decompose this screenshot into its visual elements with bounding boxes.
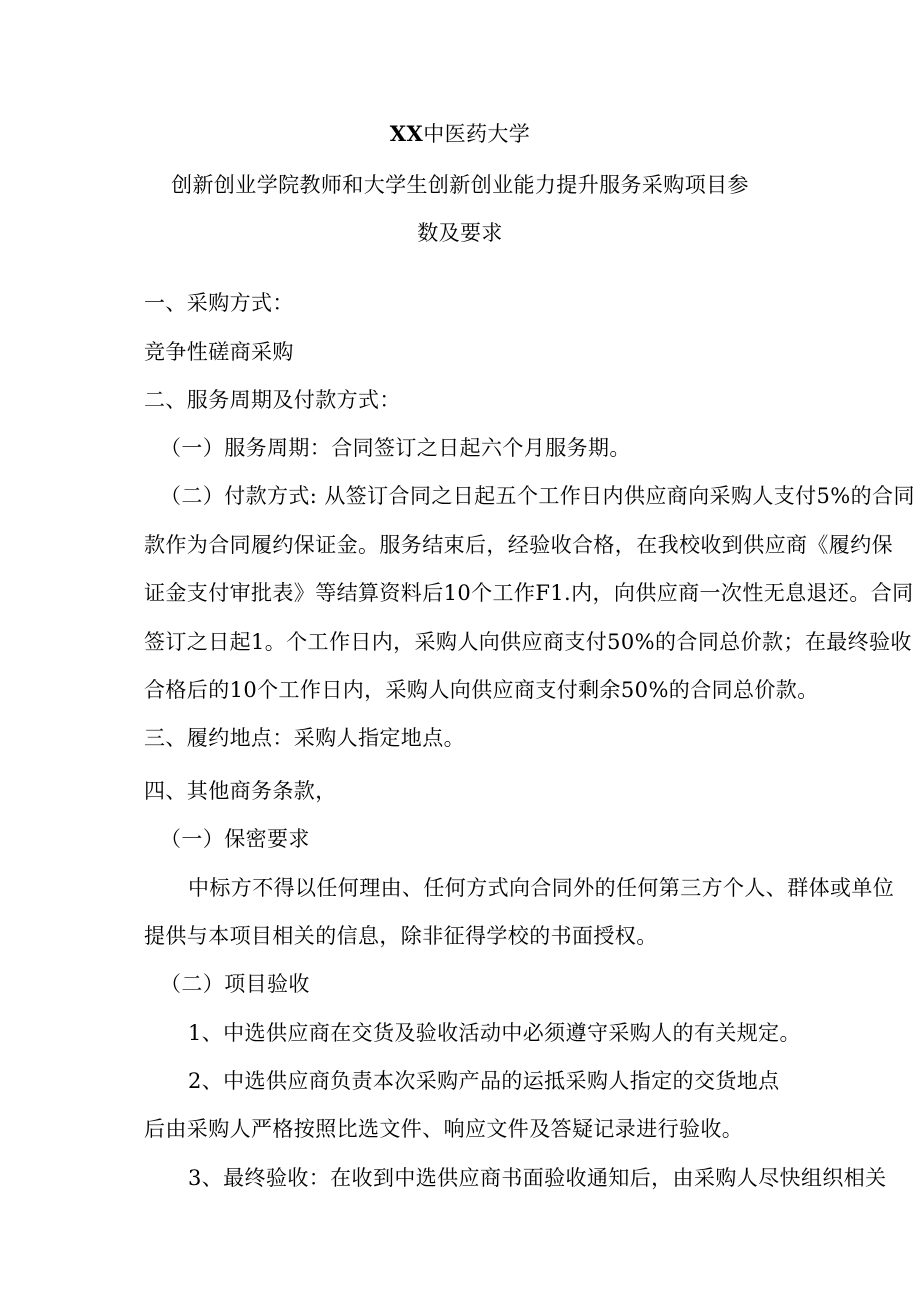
paragraph-procurement-method: 竞争性磋商采购 [144, 340, 294, 364]
list-item-acceptance-3: 3、最终验收：在收到中选供应商书面验收通知后，由采购人尽快组织相关 [188, 1166, 887, 1190]
document-subtitle-line2: 数及要求 [417, 221, 503, 245]
list-item-acceptance-1: 1、中选供应商在交货及验收活动中必须遵守采购人的有关规定。 [188, 1021, 801, 1045]
subsection-heading-acceptance: （二）项目验收 [160, 972, 310, 996]
title-rest: 中医药大学 [423, 122, 531, 146]
section-heading-location: 三、履约地点：采购人指定地点。 [144, 726, 465, 750]
document-subtitle-line1: 创新创业学院教师和大学生创新创业能力提升服务采购项目参 [171, 173, 749, 197]
section-heading-procurement-method: 一、采购方式： [144, 291, 294, 315]
list-item-acceptance-2-line2: 后由采购人严格按照比选文件、响应文件及答疑记录进行验收。 [144, 1117, 744, 1141]
paragraph-payment-line4: 签订之日起1。个工作日内，采购人向供应商支付50%的合同总价款；在最终验收 [144, 630, 912, 654]
paragraph-payment-line1: （二）付款方式: 从签订合同之日起五个工作日内供应商向采购人支付5%的合同 [160, 484, 915, 508]
list-item-acceptance-2-line1: 2、中选供应商负责本次采购产品的运抵采购人指定的交货地点 [188, 1069, 780, 1093]
paragraph-payment-line2: 款作为合同履约保证金。服务结束后，经验收合格，在我校收到供应商《履约保 [144, 533, 893, 557]
section-heading-service-period: 二、服务周期及付款方式： [144, 388, 401, 412]
paragraph-confidentiality-line1: 中标方不得以任何理由、任何方式向合同外的任何第三方个人、群体或单位 [188, 876, 895, 900]
document-title [0, 119, 920, 149]
paragraph-payment-line5: 合格后的10个工作日内，采购人向供应商支付剩余50%的合同总价款。 [144, 678, 819, 702]
title-prefix: XX [389, 121, 424, 146]
paragraph-service-period: （一）服务周期：合同签订之日起六个月服务期。 [160, 436, 631, 460]
subsection-heading-confidentiality: （一）保密要求 [160, 827, 310, 851]
section-heading-other-terms: 四、其他商务条款， [144, 779, 337, 803]
paragraph-payment-line3: 证金支付审批表》等结算资料后10个工作F1.内，向供应商一次性无息退还。合同 [144, 581, 914, 605]
paragraph-confidentiality-line2: 提供与本项目相关的信息，除非征得学校的书面授权。 [144, 924, 658, 948]
